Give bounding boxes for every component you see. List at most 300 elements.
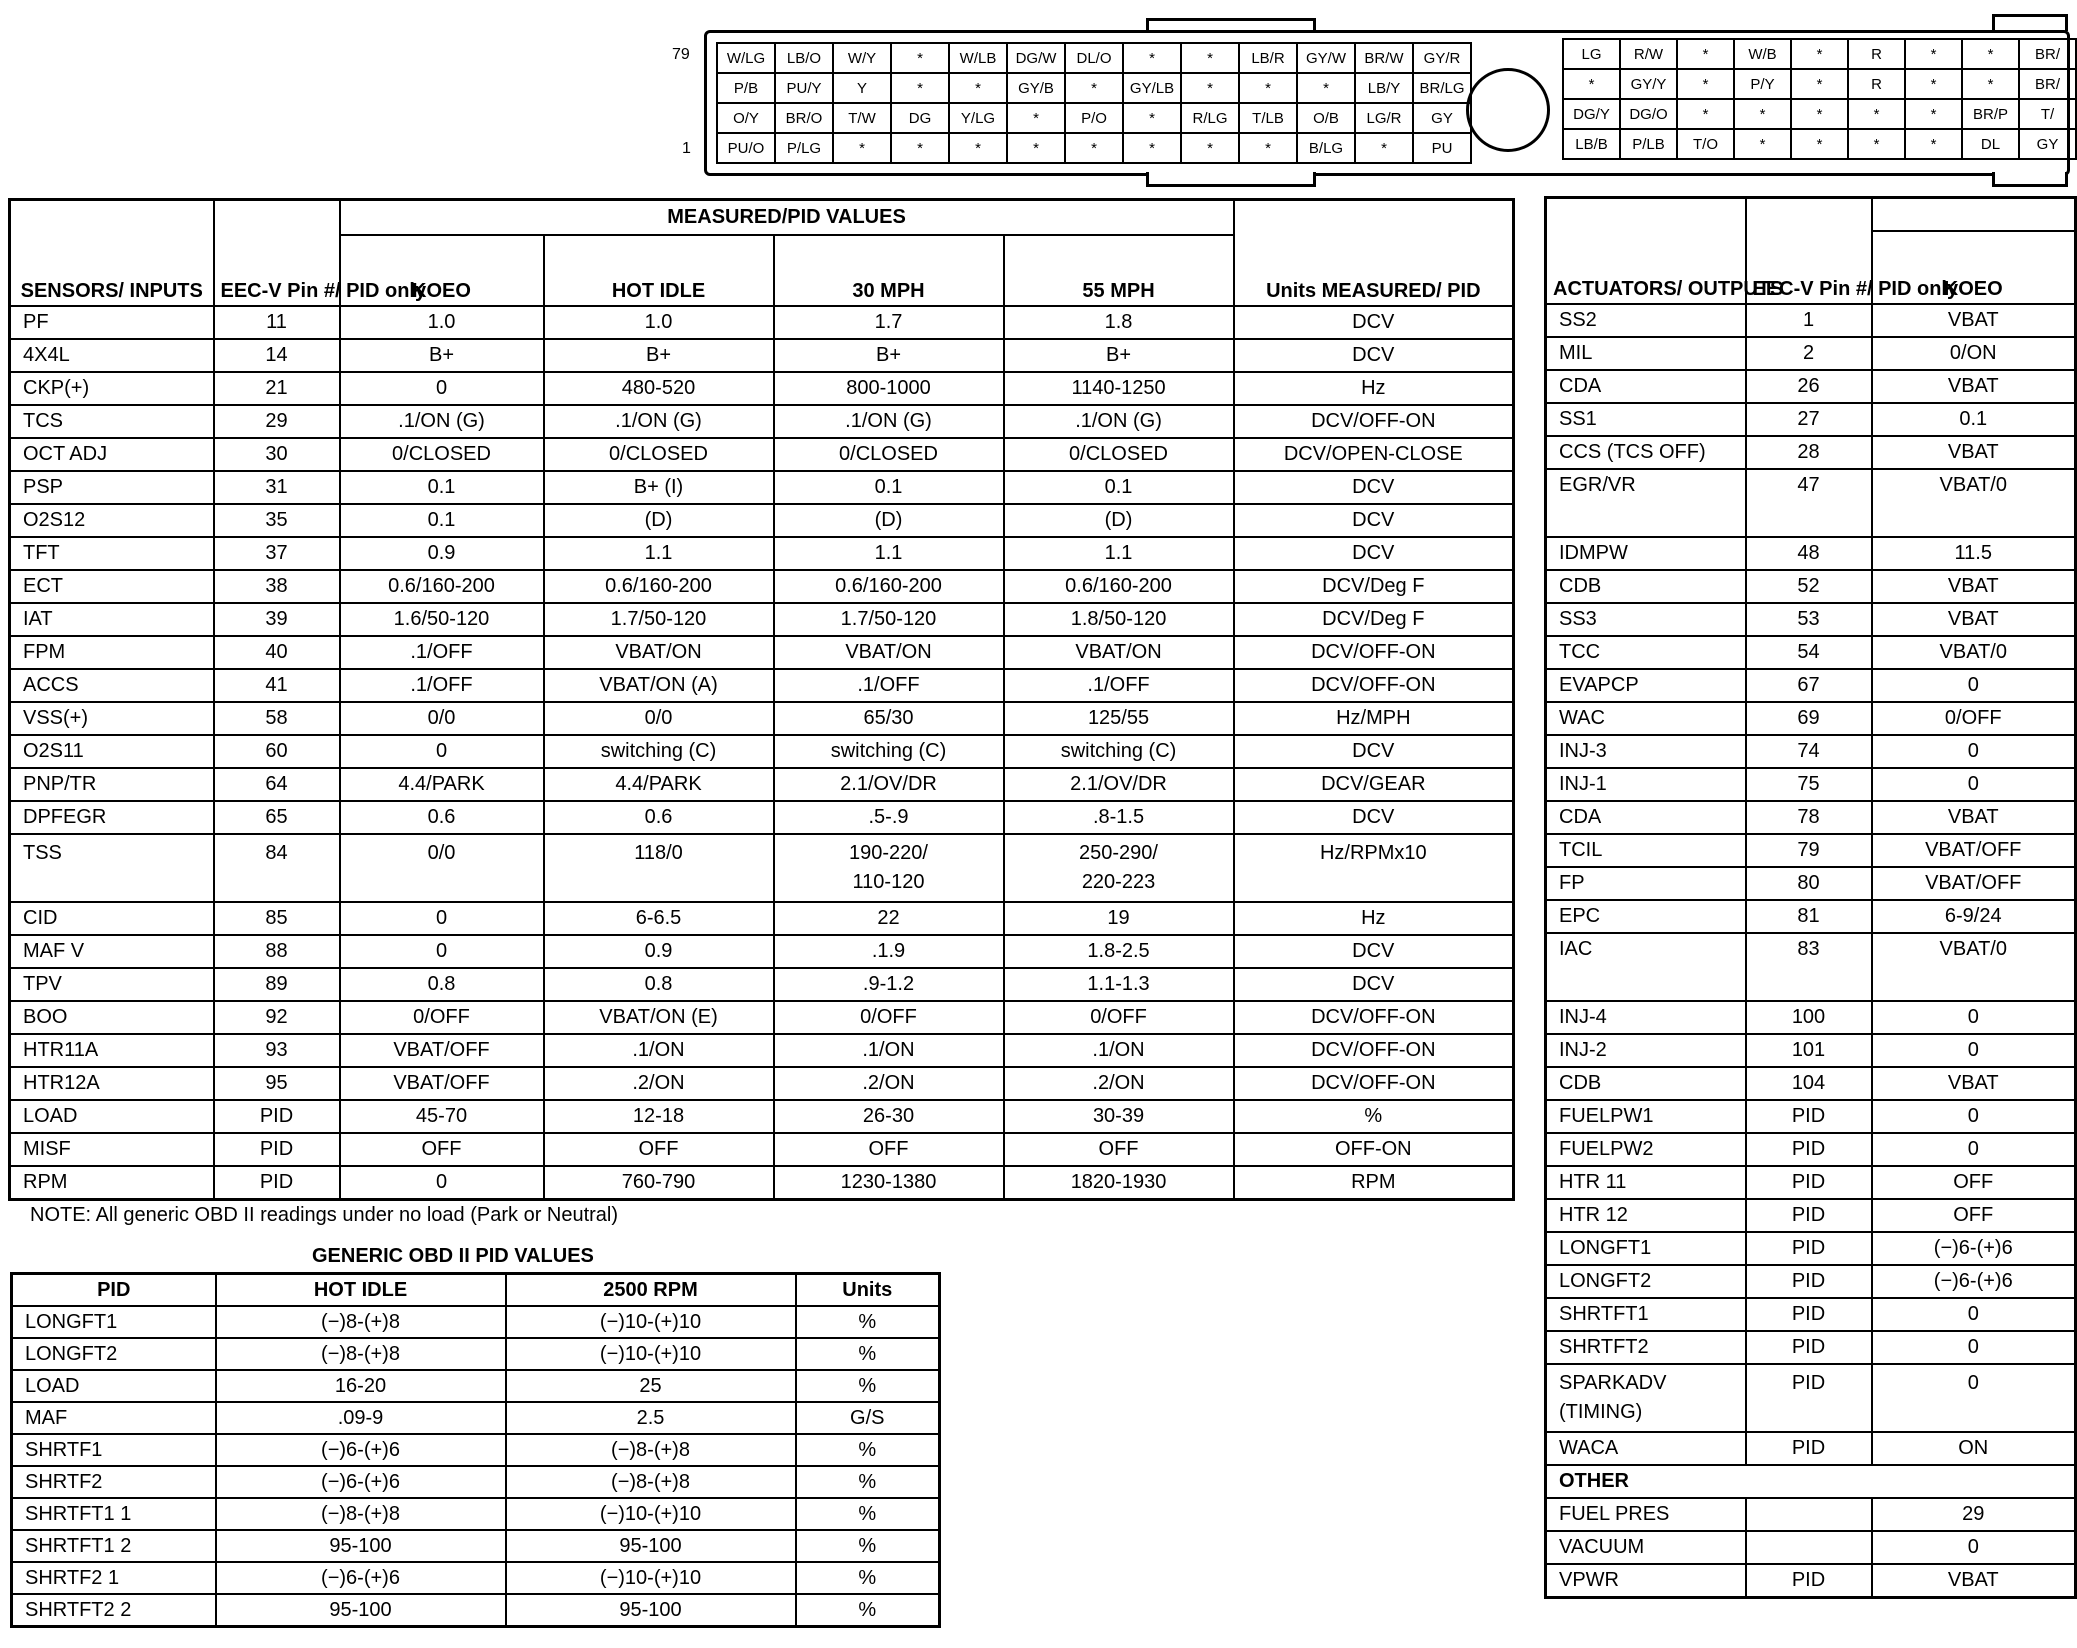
2500-rpm-value: (−)10-(+)10 xyxy=(506,1338,796,1370)
table-row xyxy=(1546,1331,2076,1364)
obd-header-2: 2500 RPM xyxy=(506,1274,796,1307)
55-mph-value: 1.1 xyxy=(1004,537,1234,570)
koeo-value: 0 xyxy=(340,902,544,935)
table-row xyxy=(1546,403,2076,436)
55-mph-value: 125/55 xyxy=(1004,702,1234,735)
units-value: % xyxy=(1234,1100,1514,1133)
eec-pin: 58 xyxy=(214,702,340,735)
table-row xyxy=(1546,735,2076,768)
55-mph-value: 1140-1250 xyxy=(1004,372,1234,405)
koeo-value: 0 xyxy=(1872,735,2076,768)
pid-name: LONGFT2 xyxy=(12,1338,216,1370)
55-mph-value: .1/ON (G) xyxy=(1004,405,1234,438)
30-mph-value: .2/ON xyxy=(774,1067,1004,1100)
connector-pin-wire-color: LB/B xyxy=(1563,129,1620,159)
actuators-outputs-table xyxy=(1544,196,2077,1599)
connector-pin-wire-color: P/O xyxy=(1065,103,1123,133)
eec-pin: 60 xyxy=(214,735,340,768)
units-value: DCV xyxy=(1234,306,1514,339)
sensors-inputs-table xyxy=(8,198,1515,1201)
header-hot-idle: HOT IDLE xyxy=(544,235,774,306)
units-value: RPM xyxy=(1234,1166,1514,1200)
connector-pin-wire-color: * xyxy=(1181,43,1239,73)
connector-pin-wire-color: * xyxy=(1905,129,1962,159)
units-value: Hz/RPMx10 xyxy=(1234,834,1514,902)
eec-pin: 21 xyxy=(214,372,340,405)
pin-row-right-row xyxy=(1563,69,2076,99)
connector-pin-wire-color: * xyxy=(1297,73,1355,103)
table-row xyxy=(12,1466,940,1498)
55-mph-value-line1: 250-290/ xyxy=(1079,842,1158,864)
units-value: OFF-ON xyxy=(1234,1133,1514,1166)
connector-pin-wire-color: BR/LG xyxy=(1413,73,1471,103)
table-row xyxy=(1546,801,2076,834)
koeo-value: VBAT xyxy=(1872,304,2076,337)
koeo-value: 0.1 xyxy=(1872,403,2076,436)
connector-pin-wire-color: * xyxy=(833,133,891,163)
table-row xyxy=(10,570,1514,603)
30-mph-value: B+ xyxy=(774,339,1004,372)
connector-pin-wire-color: * xyxy=(1123,103,1181,133)
connector-pin-wire-color: * xyxy=(1239,133,1297,163)
units-value: DCV/Deg F xyxy=(1234,570,1514,603)
hot-idle-value: VBAT/ON (A) xyxy=(544,669,774,702)
table-row xyxy=(1546,370,2076,403)
koeo-value: 0/ON xyxy=(1872,337,2076,370)
pin-row-left-row xyxy=(717,103,1471,133)
table-row xyxy=(1546,603,2076,636)
table-row xyxy=(10,702,1514,735)
30-mph-value: .1/ON xyxy=(774,1034,1004,1067)
hot-idle-value: 6-6.5 xyxy=(544,902,774,935)
connector-pin-wire-color: P/LG xyxy=(775,133,833,163)
connector-pin-wire-color: * xyxy=(1563,69,1620,99)
table-row xyxy=(1546,1364,2076,1432)
actuator-name: CDA xyxy=(1546,370,1746,403)
hot-idle-value: (−)6-(+)6 xyxy=(216,1434,506,1466)
connector-pin-wire-color: * xyxy=(1848,129,1905,159)
table-row xyxy=(12,1306,940,1338)
table-row xyxy=(10,636,1514,669)
table-row xyxy=(10,735,1514,768)
table-row xyxy=(10,902,1514,935)
2500-rpm-value: (−)8-(+)8 xyxy=(506,1434,796,1466)
koeo-value: (−)6-(+)6 xyxy=(1872,1265,2076,1298)
table-row xyxy=(1546,636,2076,669)
eec-pin: PID xyxy=(1746,1133,1872,1166)
koeo-value: .1/ON (G) xyxy=(340,405,544,438)
55-mph-value: 2.1/OV/DR xyxy=(1004,768,1234,801)
connector-pin-wire-color: * xyxy=(1677,39,1734,69)
eec-pin: 38 xyxy=(214,570,340,603)
koeo-value: VBAT/0 xyxy=(1872,933,2076,1001)
2500-rpm-value: (−)8-(+)8 xyxy=(506,1466,796,1498)
30-mph-value: .1/OFF xyxy=(774,669,1004,702)
30-mph-value: 1.1 xyxy=(774,537,1004,570)
55-mph-value: OFF xyxy=(1004,1133,1234,1166)
connector-pin-wire-color: O/B xyxy=(1297,103,1355,133)
connector-pin-wire-color: DL/O xyxy=(1065,43,1123,73)
connector-pin-wire-color: * xyxy=(1791,99,1848,129)
actuator-name: SS3 xyxy=(1546,603,1746,636)
connector-pin-wire-color: GY xyxy=(1413,103,1471,133)
sensor-name: CKP(+) xyxy=(10,372,214,405)
30-mph-value: 65/30 xyxy=(774,702,1004,735)
connector-pin-wire-color: * xyxy=(1239,73,1297,103)
connector-pin-wire-color: BR/ xyxy=(2019,69,2076,99)
table-row xyxy=(10,1166,1514,1200)
30-mph-value: 0/CLOSED xyxy=(774,438,1004,471)
hot-idle-value: .09-9 xyxy=(216,1402,506,1434)
connector-pin-wire-color: T/O xyxy=(1677,129,1734,159)
hot-idle-value: B+ (I) xyxy=(544,471,774,504)
table-row xyxy=(1546,834,2076,867)
table-row xyxy=(10,339,1514,372)
header-sensors-inputs: SENSORS/ INPUTS xyxy=(10,200,214,307)
hot-idle-value: 95-100 xyxy=(216,1594,506,1627)
connector-pin-wire-color: Y xyxy=(833,73,891,103)
2500-rpm-value: 2.5 xyxy=(506,1402,796,1434)
30-mph-value: 0.6/160-200 xyxy=(774,570,1004,603)
koeo-value: 0 xyxy=(340,735,544,768)
connector-pin-wire-color: * xyxy=(1848,99,1905,129)
pid-name: SHRTFT1 2 xyxy=(12,1530,216,1562)
hot-idle-value: 12-18 xyxy=(544,1100,774,1133)
units-value: DCV/GEAR xyxy=(1234,768,1514,801)
eec-pin: PID xyxy=(1746,1100,1872,1133)
table-row xyxy=(12,1402,940,1434)
koeo-value: 0 xyxy=(1872,1133,2076,1166)
connector-pin-wire-color: * xyxy=(1065,73,1123,103)
connector-latch-top-right xyxy=(1992,14,2068,31)
eec-pin: 1 xyxy=(1746,304,1872,337)
header-koeo: KOEO xyxy=(1872,231,2076,304)
sensor-name: ACCS xyxy=(10,669,214,702)
connector-pin-wire-color: * xyxy=(1734,129,1791,159)
connector-pin-wire-color: P/Y xyxy=(1734,69,1791,99)
eec-pin: 35 xyxy=(214,504,340,537)
55-mph-value: .1/OFF xyxy=(1004,669,1234,702)
connector-pin-wire-color: * xyxy=(1905,39,1962,69)
pid-name: SHRTF2 1 xyxy=(12,1562,216,1594)
eec-pin: 88 xyxy=(214,935,340,968)
eec-pin: 48 xyxy=(1746,537,1872,570)
eec-pin: 65 xyxy=(214,801,340,834)
table-row xyxy=(1546,436,2076,469)
koeo-value: 0.9 xyxy=(340,537,544,570)
eec-pin: 80 xyxy=(1746,867,1872,900)
table-row xyxy=(10,537,1514,570)
hot-idle-value: (−)8-(+)8 xyxy=(216,1338,506,1370)
units-value: DCV xyxy=(1234,471,1514,504)
actuator-name: VACUUM xyxy=(1546,1531,1746,1564)
connector-pin-wire-color: GY xyxy=(2019,129,2076,159)
koeo-value: .1/OFF xyxy=(340,636,544,669)
hot-idle-value: 1.0 xyxy=(544,306,774,339)
connector-pin-wire-color: GY/LB xyxy=(1123,73,1181,103)
sensor-name: ECT xyxy=(10,570,214,603)
eec-pin xyxy=(1746,1498,1872,1531)
30-mph-value: switching (C) xyxy=(774,735,1004,768)
30-mph-value: 1.7/50-120 xyxy=(774,603,1004,636)
hot-idle-value: (−)6-(+)6 xyxy=(216,1466,506,1498)
table-row xyxy=(12,1434,940,1466)
connector-pin-wire-color: * xyxy=(1905,99,1962,129)
actuator-name: FUEL PRES xyxy=(1546,1498,1746,1531)
connector-pin-wire-color: * xyxy=(891,73,949,103)
table-row xyxy=(10,1034,1514,1067)
koeo-value: 1.0 xyxy=(340,306,544,339)
units-value: Hz xyxy=(1234,902,1514,935)
pin-row-right-row xyxy=(1563,129,2076,159)
table-row xyxy=(10,801,1514,834)
koeo-value: 0 xyxy=(340,935,544,968)
units-value: G/S xyxy=(796,1402,940,1434)
header-koeo: KOEO xyxy=(340,235,544,306)
hot-idle-value: 480-520 xyxy=(544,372,774,405)
connector-pin-wire-color: PU xyxy=(1413,133,1471,163)
table-row xyxy=(10,669,1514,702)
30-mph-value-line2: 110-120 xyxy=(852,871,925,893)
actuator-name: EGR/VR xyxy=(1546,469,1746,537)
sensor-name: PSP xyxy=(10,471,214,504)
eec-pin: 30 xyxy=(214,438,340,471)
connector-pin-wire-color: * xyxy=(1791,39,1848,69)
55-mph-value: B+ xyxy=(1004,339,1234,372)
connector-pin-wire-color: * xyxy=(1355,133,1413,163)
55-mph-value: 0.1 xyxy=(1004,471,1234,504)
koeo-value: B+ xyxy=(340,339,544,372)
header-55-mph: 55 MPH xyxy=(1004,235,1234,306)
header-actuators-outputs: ACTUATORS/ OUTPUTS xyxy=(1546,198,1746,305)
table-row xyxy=(12,1594,940,1627)
55-mph-value: 1.1-1.3 xyxy=(1004,968,1234,1001)
table-row xyxy=(12,1338,940,1370)
eec-pin: 67 xyxy=(1746,669,1872,702)
eec-pin: 41 xyxy=(214,669,340,702)
30-mph-value: .1.9 xyxy=(774,935,1004,968)
30-mph-value: .1/ON (G) xyxy=(774,405,1004,438)
connector-pin-wire-color: R/W xyxy=(1620,39,1677,69)
eec-pin: 75 xyxy=(1746,768,1872,801)
connector-latch-bottom-right xyxy=(1992,172,2068,187)
actuator-name xyxy=(1546,1364,1746,1432)
actuator-name: CDA xyxy=(1546,801,1746,834)
koeo-value: 0 xyxy=(1872,1331,2076,1364)
sensor-name: 4X4L xyxy=(10,339,214,372)
connector-pin-wire-color: DL xyxy=(1962,129,2019,159)
eec-pin: 47 xyxy=(1746,469,1872,537)
hot-idle-value: (−)8-(+)8 xyxy=(216,1306,506,1338)
actuator-name: FP xyxy=(1546,867,1746,900)
30-mph-value: OFF xyxy=(774,1133,1004,1166)
table-row xyxy=(1546,1298,2076,1331)
obd-header-3: Units xyxy=(796,1274,940,1307)
hot-idle-value: OFF xyxy=(544,1133,774,1166)
eec-pin: 37 xyxy=(214,537,340,570)
table-row xyxy=(1546,537,2076,570)
units-value: DCV/Deg F xyxy=(1234,603,1514,636)
units-value: % xyxy=(796,1530,940,1562)
connector-pin-wire-color: LB/Y xyxy=(1355,73,1413,103)
pin-row-left-row xyxy=(717,73,1471,103)
eec-pin: 101 xyxy=(1746,1034,1872,1067)
eec-pin: PID xyxy=(1746,1265,1872,1298)
hot-idle-value: 16-20 xyxy=(216,1370,506,1402)
obd-header-0: PID xyxy=(12,1274,216,1307)
table-row xyxy=(10,834,1514,902)
koeo-value: OFF xyxy=(1872,1166,2076,1199)
table-row xyxy=(1546,867,2076,900)
actuator-name: CDB xyxy=(1546,1067,1746,1100)
actuator-name: IDMPW xyxy=(1546,537,1746,570)
hot-idle-value: (−)8-(+)8 xyxy=(216,1498,506,1530)
koeo-value: VBAT/0 xyxy=(1872,636,2076,669)
koeo-value: VBAT xyxy=(1872,801,2076,834)
koeo-value: VBAT xyxy=(1872,570,2076,603)
30-mph-value: .9-1.2 xyxy=(774,968,1004,1001)
connector-pin-wire-color: * xyxy=(949,133,1007,163)
connector-pin-wire-color: O/Y xyxy=(717,103,775,133)
connector-pin-wire-color: W/LB xyxy=(949,43,1007,73)
connector-pin-wire-color: BR/ xyxy=(2019,39,2076,69)
koeo-value: VBAT xyxy=(1872,370,2076,403)
30-mph-value: VBAT/ON xyxy=(774,636,1004,669)
koeo-value: VBAT/OFF xyxy=(340,1034,544,1067)
hot-idle-value: (D) xyxy=(544,504,774,537)
koeo-value: VBAT xyxy=(1872,603,2076,636)
connector-pin-wire-color: DG xyxy=(891,103,949,133)
koeo-value: 0.6/160-200 xyxy=(340,570,544,603)
eec-pin: 54 xyxy=(1746,636,1872,669)
connector-key-circle xyxy=(1466,68,1550,152)
koeo-value: 0 xyxy=(1872,1001,2076,1034)
55-mph-value: (D) xyxy=(1004,504,1234,537)
sensor-name: HTR12A xyxy=(10,1067,214,1100)
hot-idle-value: 118/0 xyxy=(544,834,774,902)
koeo-value: 0/0 xyxy=(340,834,544,902)
table-row xyxy=(10,405,1514,438)
pid-name: MAF xyxy=(12,1402,216,1434)
koeo-value: 0 xyxy=(1872,1531,2076,1564)
units-value: DCV xyxy=(1234,504,1514,537)
table-row xyxy=(1546,1232,2076,1265)
table-row xyxy=(1546,1199,2076,1232)
connector-pin-block-left xyxy=(716,42,1472,164)
units-value: % xyxy=(796,1306,940,1338)
connector-pin-wire-color: BR/P xyxy=(1962,99,2019,129)
koeo-value: VBAT/OFF xyxy=(340,1067,544,1100)
30-mph-value: 1.7 xyxy=(774,306,1004,339)
table-row xyxy=(1546,1133,2076,1166)
table-row xyxy=(10,471,1514,504)
eec-pin: 11 xyxy=(214,306,340,339)
units-value: DCV/OFF-ON xyxy=(1234,669,1514,702)
sensor-name: IAT xyxy=(10,603,214,636)
eec-pin: 74 xyxy=(1746,735,1872,768)
55-mph-value: 19 xyxy=(1004,902,1234,935)
connector-pin-wire-color: * xyxy=(1734,99,1791,129)
pid-name: LONGFT1 xyxy=(12,1306,216,1338)
sensor-name: HTR11A xyxy=(10,1034,214,1067)
eec-pin: 31 xyxy=(214,471,340,504)
actuator-name: INJ-3 xyxy=(1546,735,1746,768)
koeo-value: VBAT xyxy=(1872,1067,2076,1100)
hot-idle-value: .1/ON xyxy=(544,1034,774,1067)
units-value: % xyxy=(796,1562,940,1594)
note-text: NOTE: All generic OBD II readings under no load (Park or Neutral) xyxy=(30,1204,619,1226)
connector-pin-wire-color: * xyxy=(1007,133,1065,163)
connector-pin-wire-color: PU/Y xyxy=(775,73,833,103)
actuator-name: HTR 12 xyxy=(1546,1199,1746,1232)
koeo-value: 45-70 xyxy=(340,1100,544,1133)
connector-pin-wire-color: * xyxy=(1123,43,1181,73)
koeo-value: ON xyxy=(1872,1432,2076,1465)
30-mph-value: 26-30 xyxy=(774,1100,1004,1133)
sensor-name: MISF xyxy=(10,1133,214,1166)
table-row xyxy=(1546,1067,2076,1100)
hot-idle-value: (−)6-(+)6 xyxy=(216,1562,506,1594)
connector-pin-wire-color: * xyxy=(1677,99,1734,129)
hot-idle-value: .1/ON (G) xyxy=(544,405,774,438)
koeo-value: 0/0 xyxy=(340,702,544,735)
units-value: DCV/OFF-ON xyxy=(1234,1067,1514,1100)
units-value: DCV xyxy=(1234,537,1514,570)
koeo-value: VBAT/0 xyxy=(1872,469,2076,537)
actuator-name: INJ-4 xyxy=(1546,1001,1746,1034)
connector-pin-wire-color: Y/LG xyxy=(949,103,1007,133)
actuator-name: WAC xyxy=(1546,702,1746,735)
55-mph-value: 1.8-2.5 xyxy=(1004,935,1234,968)
koeo-value: 11.5 xyxy=(1872,537,2076,570)
table-row xyxy=(1546,1531,2076,1564)
connector-pin-wire-color: LG/R xyxy=(1355,103,1413,133)
units-value: DCV/OFF-ON xyxy=(1234,1001,1514,1034)
sensor-name: TPV xyxy=(10,968,214,1001)
actuator-name: FUELPW2 xyxy=(1546,1133,1746,1166)
sensor-name: VSS(+) xyxy=(10,702,214,735)
hot-idle-value: 0.6 xyxy=(544,801,774,834)
table-row xyxy=(1546,1432,2076,1465)
sensor-name: CID xyxy=(10,902,214,935)
connector-pin-wire-color: * xyxy=(1677,69,1734,99)
hot-idle-value: 0.8 xyxy=(544,968,774,1001)
koeo-value: OFF xyxy=(340,1133,544,1166)
connector-pin-wire-color: B/LG xyxy=(1297,133,1355,163)
eec-pin: PID xyxy=(214,1100,340,1133)
eec-pin: 83 xyxy=(1746,933,1872,1001)
connector-pin-wire-color: GY/Y xyxy=(1620,69,1677,99)
eec-pin: 28 xyxy=(1746,436,1872,469)
table-row xyxy=(10,603,1514,636)
sensor-name: MAF V xyxy=(10,935,214,968)
table-row xyxy=(10,306,1514,339)
sensor-name: BOO xyxy=(10,1001,214,1034)
units-value: DCV xyxy=(1234,735,1514,768)
header-eec-pin: EEC-V Pin #/ PID only xyxy=(1746,198,1872,305)
table-row xyxy=(1546,1166,2076,1199)
koeo-value: 0 xyxy=(340,372,544,405)
2500-rpm-value: (−)10-(+)10 xyxy=(506,1562,796,1594)
eec-pin: 78 xyxy=(1746,801,1872,834)
hot-idle-value: 4.4/PARK xyxy=(544,768,774,801)
pin-number-79: 79 xyxy=(672,46,690,63)
eec-pin: PID xyxy=(1746,1199,1872,1232)
eec-pin: 84 xyxy=(214,834,340,902)
eec-pin: 14 xyxy=(214,339,340,372)
actuator-name: SS1 xyxy=(1546,403,1746,436)
table-row xyxy=(1546,1564,2076,1598)
